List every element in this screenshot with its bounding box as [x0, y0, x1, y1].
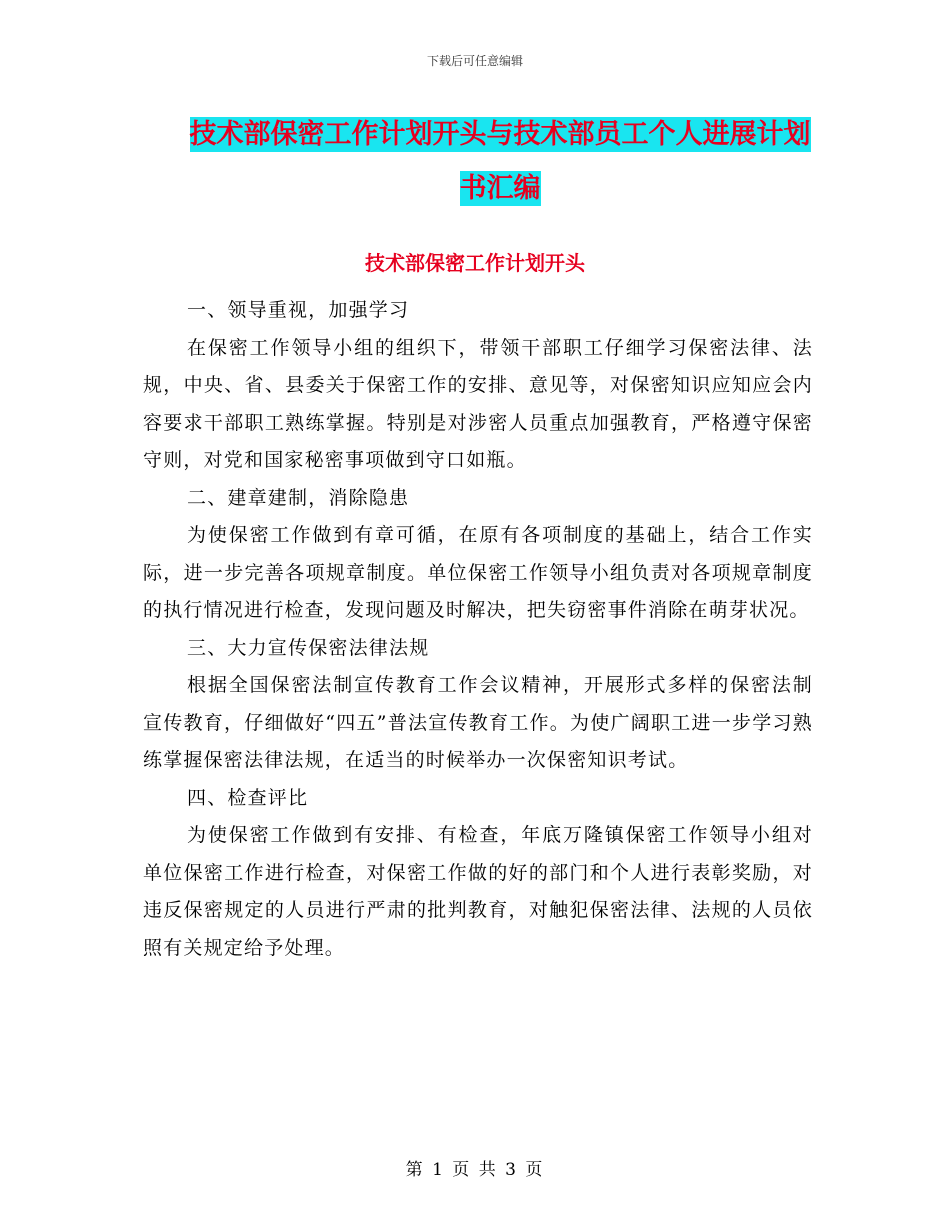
document-title-line-2: 书汇编: [459, 173, 541, 204]
heading-regulations: 二、建章建制，消除隐患: [187, 486, 410, 509]
section-title: 技术部保密工作计划开头: [365, 251, 585, 275]
heading-leadership: 一、领导重视，加强学习: [187, 299, 410, 321]
heading-publicity: 三、大力宣传保密法律法规: [187, 636, 430, 659]
paragraph-publicity: 根据全国保密法制宣传教育工作会议精神，开展形式多样的保密法制宣传教育，仔细做好“四五”普法宣传教育工作。为使广阔职工进一步学习熟练掌握保密法律法规，在适当的时候举办一次保密知识考试。: [143, 674, 813, 771]
page-number: 第 1 页 共 3 页: [405, 1160, 545, 1180]
page-header-note: 下载后可任意编辑: [426, 54, 523, 68]
paragraph-leadership: 在保密工作领导小组的组织下，带领干部职工仔细学习保密法律、法规，中央、省、县委关于保密工作的安排、意见等，对保密知识应知应会内容要求干部职工熟练掌握。特别是对涉密人员重点加强教育，严格遵守保密守则，对党和国家秘密事项做到守口如瓶。: [143, 336, 813, 471]
document-title: [150, 108, 850, 216]
heading-inspection: 四、检查评比: [187, 786, 309, 809]
paragraph-inspection: 为使保密工作做到有安排、有检查，年底万隆镇保密工作领导小组对单位保密工作进行检查，对保密工作做的好的部门和个人进行表彰奖励，对违反保密规定的人员进行严肃的批判教育，对触犯保密法律、法规的人员依照有关规定给予处理。: [143, 824, 813, 959]
paragraph-regulations: 为使保密工作做到有章可循，在原有各项制度的基础上，结合工作实际，进一步完善各项规章制度。单位保密工作领导小组负责对各项规章制度的执行情况进行检查，发现问题及时解决，把失窃密事件消除在萌芽状况。: [143, 524, 813, 621]
document-title-line-1: 技术部保密工作计划开头与技术部员工个人进展计划: [189, 119, 811, 150]
document-body: [143, 292, 813, 967]
